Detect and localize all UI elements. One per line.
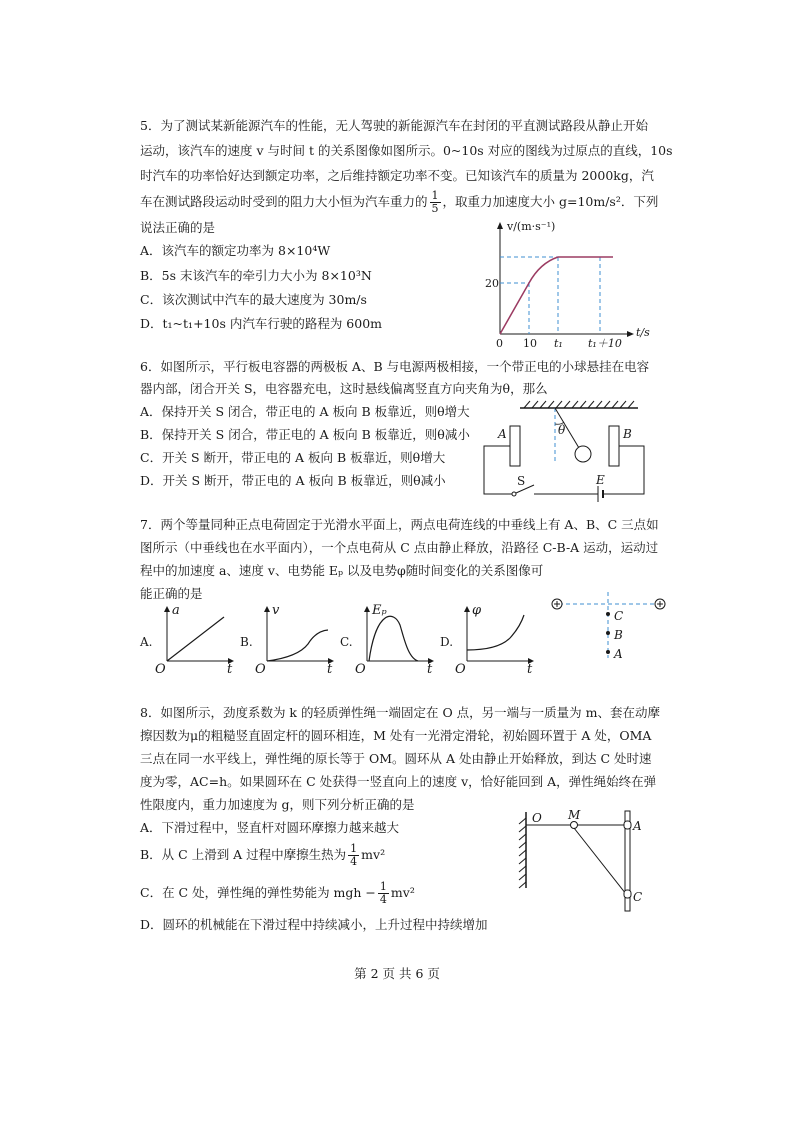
q7-graph-c-y: Eₚ	[372, 603, 387, 618]
q8-option-c	[140, 878, 415, 908]
q8-line-1: 8．如图所示，劲度系数为 k 的轻质弹性绳一端固定在 O 点，另一端与一质量为 m、套在动摩	[140, 705, 660, 720]
q7-graph-a-origin: O	[155, 662, 166, 677]
q7-graph-b-origin: O	[255, 662, 266, 677]
q7-graph-a-y: a	[172, 603, 180, 618]
q6-plate-a-label: A	[498, 427, 507, 441]
q5-line-4b: ，取重力加速度大小 g=10m/s²．下列	[442, 194, 659, 209]
q7-point-c: C	[614, 609, 624, 623]
q6-battery-label: E	[596, 473, 605, 487]
q6-line-2: 器内部，闭合开关 S，电容器充电，这时悬线偏离竖直方向夹角为θ，那么	[140, 381, 548, 396]
q8-option-b	[140, 840, 385, 870]
q8-option-c-den: 4	[379, 893, 387, 906]
q8-line-2: 擦因数为μ的粗糙竖直固定杆的圆环相连，M 处有一光滑定滑轮，初始圆环置于 A 处，OMA	[140, 728, 652, 743]
q8-option-c-tail: mv²	[390, 885, 415, 900]
q6-plate-b-label: B	[623, 427, 632, 441]
q8-option-c-text: C．在 C 处，弹性绳的弹性势能为 mgh −	[140, 885, 376, 900]
q6-option-b: B．保持开关 S 闭合，带正电的 A 板向 B 板靠近，则θ减小	[140, 427, 470, 442]
q8-point-m: M	[568, 808, 581, 822]
q5-option-c: C．该次测试中汽车的最大速度为 30m/s	[140, 292, 367, 307]
q7-point-b: B	[614, 628, 623, 642]
q5-graph-xtick-10: 10	[523, 337, 537, 350]
q8-option-c-fraction	[378, 881, 389, 906]
q6-option-d: D．开关 S 断开，带正电的 A 板向 B 板靠近，则θ减小	[140, 473, 446, 488]
q7-graph-d-y: φ	[472, 603, 482, 618]
q7-graph-b-y: v	[272, 603, 280, 618]
q5-graph-origin: 0	[496, 337, 503, 350]
q7-graph-d-label: D.	[440, 635, 454, 649]
q8-option-b-fraction	[348, 843, 359, 868]
q6-option-a: A．保持开关 S 闭合，带正电的 A 板向 B 板靠近，则θ增大	[140, 404, 470, 419]
q5-graph-ytick: 20	[485, 277, 499, 290]
q5-frac-num: 1	[431, 189, 439, 202]
q5-line-4a: 车在测试路段运动时受到的阻力大小恒为汽车重力的	[140, 194, 428, 209]
q8-point-c: C	[633, 890, 643, 904]
q7-graph-a-label: A.	[140, 635, 153, 649]
q5-fraction	[430, 190, 441, 215]
q7-line-4: 能正确的是	[140, 586, 203, 601]
q7-graph-d-x: t	[527, 662, 533, 677]
q5-graph-xtick-t1plus10: t₁＋10	[588, 337, 622, 350]
q7-charges-diagram	[546, 590, 676, 665]
q8-line-4: 度为零，AC=h。如果圆环在 C 处获得一竖直向上的速度 v，恰好能回到 A，弹性绳始终在弹	[140, 774, 657, 789]
q6-line-1: 6．如图所示，平行板电容器的两极板 A、B 与电源两极相接，一个带正电的小球悬挂在电容	[140, 359, 650, 374]
q8-point-a: A	[633, 819, 642, 833]
q7-graph-c-origin: O	[355, 662, 366, 677]
q7-line-3: 程中的加速度 a、速度 v、电势能 Eₚ 以及电势φ随时间变化的关系图像可	[140, 563, 544, 578]
q6-capacitor-diagram	[472, 396, 652, 502]
q7-graph-a-x: t	[227, 662, 233, 677]
q7-line-2: 图所示（中垂线也在水平面内），一个点电荷从 C 点由静止释放，沿路径 C-B-A 运动，运动过	[140, 540, 659, 555]
q6-switch-label: S	[517, 474, 526, 488]
q5-graph-ylabel: v/(m·s⁻¹)	[507, 220, 556, 233]
q5-frac-den: 5	[431, 202, 439, 215]
q7-graph-b-x: t	[327, 662, 333, 677]
q8-option-d: D．圆环的机械能在下滑过程中持续减小，上升过程中持续增加	[140, 917, 488, 932]
q8-point-o: O	[532, 811, 542, 825]
q5-vt-graph	[480, 218, 660, 348]
q5-option-b: B．5s 末该汽车的牵引力大小为 8×10³N	[140, 268, 372, 283]
q7-point-a: A	[614, 647, 623, 661]
q5-option-d: D．t₁~t₁+10s 内汽车行驶的路程为 600m	[140, 316, 383, 331]
q5-option-a: A．该汽车的额定功率为 8×10⁴W	[140, 243, 331, 258]
q8-option-c-num: 1	[379, 880, 387, 893]
q8-line-3: 三点在同一水平线上，弹性绳的原长等于 OM。圆环从 A 处由静止开始释放，到达 C 处时速	[140, 751, 652, 766]
q8-option-a: A．下滑过程中，竖直杆对圆环摩擦力越来越大	[140, 820, 400, 835]
q5-line-3: 时汽车的功率恰好达到额定功率，之后维持额定功率不变。已知该汽车的质量为 2000kg，汽	[140, 168, 654, 183]
q8-option-b-tail: mv²	[361, 847, 386, 862]
q7-graph-c-x: t	[427, 662, 433, 677]
q8-option-b-text: B．从 C 上滑到 A 过程中摩擦生热为	[140, 847, 347, 862]
q8-pulley-diagram	[512, 808, 652, 918]
q5-graph-xlabel: t/s	[636, 326, 650, 339]
q8-line-5: 性限度内，重力加速度为 g，则下列分析正确的是	[140, 797, 415, 812]
q8-option-b-den: 4	[350, 855, 358, 868]
q5-graph-xtick-t1: t₁	[554, 337, 563, 350]
q6-angle-label: θ	[558, 423, 566, 437]
q5-line-1: 5．为了测试某新能源汽车的性能，无人驾驶的新能源汽车在封闭的平直测试路段从静止开始	[140, 118, 648, 133]
q7-graph-d-origin: O	[455, 662, 466, 677]
q7-line-1: 7．两个等量同种正点电荷固定于光滑水平面上，两点电荷连线的中垂线上有 A、B、C 三点如	[140, 517, 659, 532]
q5-line-4	[140, 190, 658, 215]
q7-option-graphs	[136, 600, 556, 676]
q7-graph-c-label: C.	[340, 635, 353, 649]
q5-line-2: 运动，该汽车的速度 v 与时间 t 的关系图像如图所示。0~10s 对应的图线为过原点的直线，10s	[140, 143, 673, 158]
q6-option-c: C．开关 S 断开，带正电的 A 板向 B 板靠近，则θ增大	[140, 450, 446, 465]
q5-line-5: 说法正确的是	[140, 220, 216, 235]
q8-option-b-num: 1	[350, 842, 358, 855]
page-footer: 第 2 页 共 6 页	[354, 966, 440, 981]
q7-graph-b-label: B.	[240, 635, 253, 649]
